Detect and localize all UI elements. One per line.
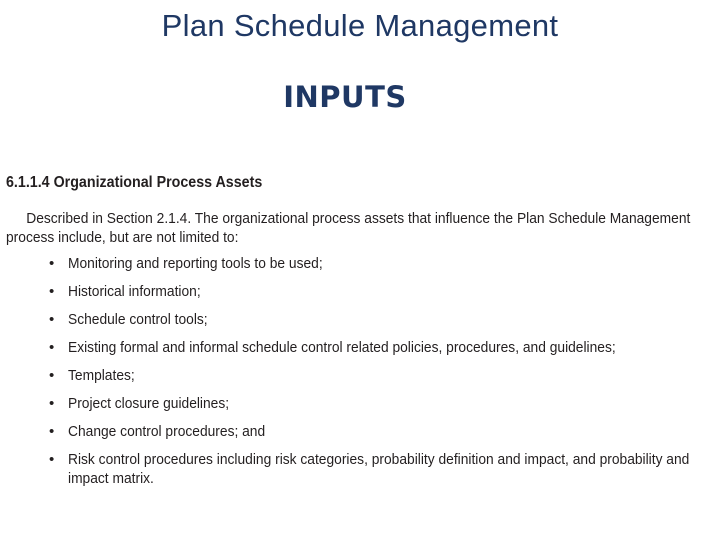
- list-item: [6, 282, 711, 301]
- list-item-text: Project closure guidelines;: [68, 395, 230, 412]
- list-item: [6, 394, 711, 413]
- list-item: [6, 338, 711, 357]
- list-item: [6, 450, 711, 488]
- bullet-icon: •: [49, 339, 55, 356]
- section-heading: 6.1.1.4 Organizational Process Assets: [6, 174, 263, 191]
- bullet-list: [6, 254, 711, 488]
- inputs-heading: INPUTS: [283, 80, 407, 114]
- list-item: [6, 422, 711, 441]
- list-item: [6, 310, 711, 329]
- bullet-icon: •: [49, 283, 55, 300]
- bullet-icon: •: [49, 311, 55, 328]
- bullet-icon: •: [49, 395, 55, 412]
- list-item-text: Templates;: [68, 367, 135, 384]
- slide-title: Plan Schedule Management: [161, 8, 559, 43]
- intro-paragraph: Described in Section 2.1.4. The organizational process assets that influence the Plan Schedule Management process include, but are not limited to:: [6, 210, 691, 246]
- list-item-text: Risk control procedures including risk categories, probability definition and impact, and probability and impact matrix.: [68, 451, 690, 487]
- bullet-icon: •: [49, 255, 55, 272]
- list-item-text: Schedule control tools;: [68, 311, 208, 328]
- list-item-text: Existing formal and informal schedule control related policies, procedures, and guidelines;: [68, 339, 616, 356]
- list-item-text: Historical information;: [68, 283, 201, 300]
- list-item-text: Change control procedures; and: [68, 423, 266, 440]
- bullet-icon: •: [49, 423, 55, 440]
- list-item: [6, 366, 711, 385]
- bullet-icon: •: [49, 367, 55, 384]
- document-excerpt: [6, 174, 711, 497]
- list-item-text: Monitoring and reporting tools to be used;: [68, 255, 323, 272]
- list-item: [6, 254, 711, 273]
- bullet-icon: •: [49, 451, 55, 468]
